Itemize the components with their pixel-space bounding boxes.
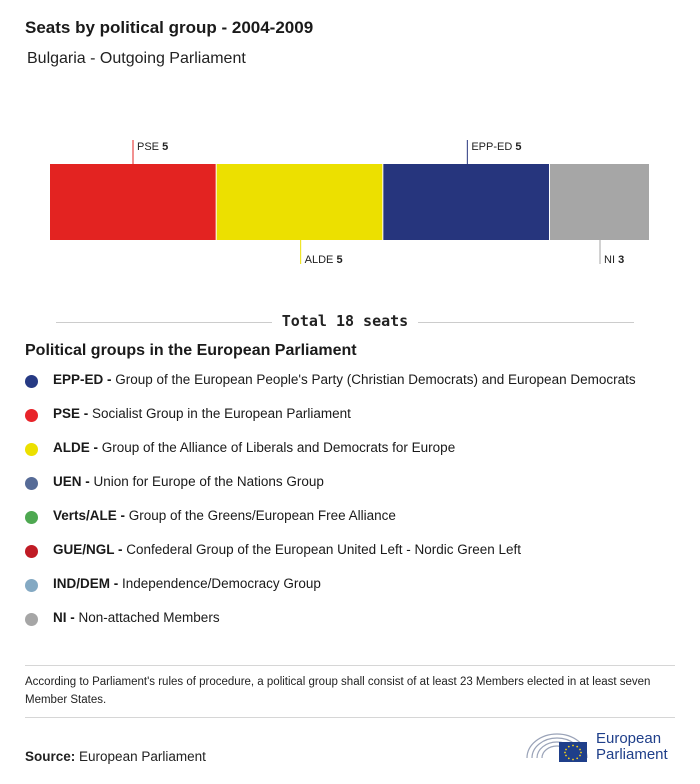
source — [25, 749, 206, 764]
legend-dot-icon — [25, 375, 38, 388]
bar-segment-alde — [217, 164, 383, 240]
total-seats-label: Total 18 seats — [272, 312, 418, 330]
segment-label-pse: PSE 5 — [137, 141, 169, 153]
legend-code: NI — [53, 610, 67, 625]
logo-line-2: Parliament — [596, 746, 668, 763]
footnote: According to Parliament's rules of procedure, a political group shall consist of at least 23 Members elected in at least seven Member States. — [25, 676, 651, 706]
groups-heading: Political groups in the European Parliament — [25, 342, 357, 359]
legend-code: ALDE — [53, 440, 90, 455]
bar-segment-ni — [550, 164, 649, 240]
source-value: European Parliament — [79, 749, 206, 764]
source-label: Source: — [25, 749, 76, 764]
legend-name: Group of the Greens/European Free Alliance — [128, 508, 396, 523]
legend-dot-icon — [25, 409, 38, 422]
legend-code: GUE/NGL — [53, 542, 115, 557]
legend-code: Verts/ALE — [53, 508, 117, 523]
legend-name: Confederal Group of the European United Left - Nordic Green Left — [126, 542, 521, 557]
chart-subtitle: Bulgaria - Outgoing Parliament — [27, 50, 246, 67]
legend-dot-icon — [25, 613, 38, 626]
legend-name: Group of the Alliance of Liberals and Democrats for Europe — [101, 440, 456, 455]
segment-label-alde: ALDE 5 — [304, 254, 343, 266]
bar-segment-pse — [50, 164, 216, 240]
legend-name: Non-attached Members — [78, 610, 220, 625]
legend-name: Independence/Democracy Group — [122, 576, 321, 591]
total-seats — [56, 312, 634, 334]
legend-dot-icon — [25, 511, 38, 524]
divider-top — [25, 665, 675, 666]
segment-label-epp-ed: EPP-ED 5 — [471, 141, 522, 153]
legend-dot-icon — [25, 443, 38, 456]
legend-name: Union for Europe of the Nations Group — [93, 474, 324, 489]
legend-code: UEN — [53, 474, 82, 489]
logo-line-1: European — [596, 730, 662, 747]
legend-name: Socialist Group in the European Parliament — [92, 406, 351, 421]
legend-code: IND/DEM — [53, 576, 110, 591]
chart-title: Seats by political group - 2004-2009 — [25, 18, 314, 37]
legend-dot-icon — [25, 477, 38, 490]
stacked-seat-bar — [0, 130, 700, 280]
parliament-hemicycle-icon — [524, 728, 594, 768]
legend-dot-icon — [25, 545, 38, 558]
european-parliament-logo — [524, 728, 674, 768]
legend-code: PSE — [53, 406, 81, 421]
bar-segment-epp-ed — [383, 164, 549, 240]
divider-bottom — [25, 717, 675, 718]
segment-label-ni: NI 3 — [604, 254, 625, 266]
legend-dot-icon — [25, 579, 38, 592]
legend-code: EPP-ED — [53, 372, 104, 387]
legend-name: Group of the European People's Party (Christian Democrats) and European Democrats — [115, 372, 636, 387]
